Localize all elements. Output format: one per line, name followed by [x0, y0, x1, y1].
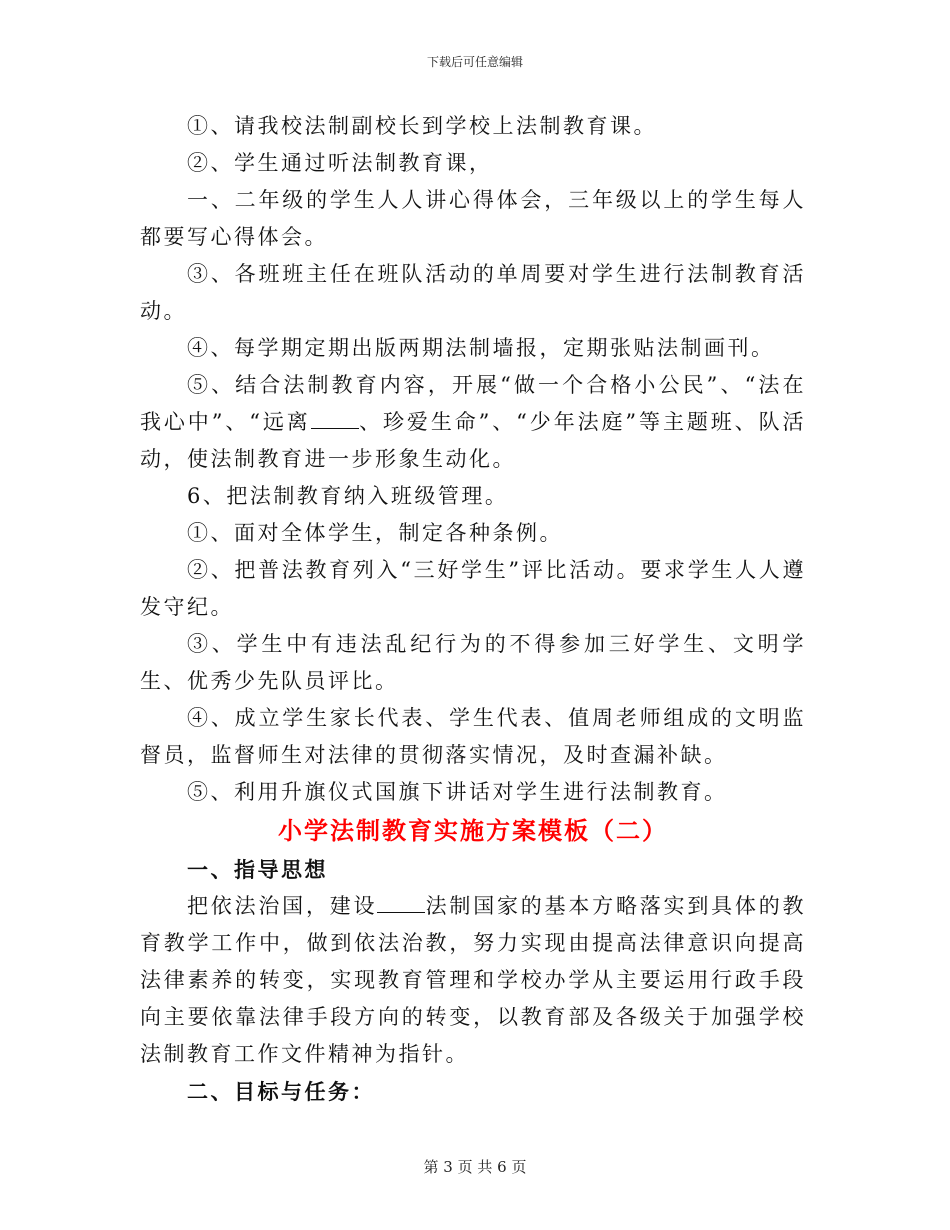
paragraph-item-2: ②、学生通过听法制教育课，	[187, 151, 493, 175]
paragraph-item-6: 6、把法制教育纳入班级管理。	[187, 484, 509, 508]
paragraph-subitem-2: ②、把普法教育列入“三好学生”评比活动。要求学生人人遵发守纪。	[140, 558, 806, 619]
paragraph-guiding-after: 法制国家的基本方略落实到具体的教育教学工作中，做到依法治教，努力实现由提高法律意识向提高法律素养的转变，实现教育管理和学校办学从主要运用行政手段向主要依靠法律手段方向的转变，以教育部及各级关于加强学校法制教育工作文件精神为指针。	[140, 894, 807, 1066]
section-title: 小学法制教育实施方案模板（二）	[278, 816, 668, 845]
fill-in-blank	[377, 894, 425, 913]
paragraph-item-1: ①、请我校法制副校长到学校上法制教育课。	[187, 114, 657, 138]
paragraph-item-5-before: ⑤、结合法制教育内容，开展“做一个合格小公民”、“法在我心中”、“远离	[140, 373, 806, 434]
paragraph-item-5	[140, 367, 806, 478]
paragraph-guiding-before: 把依法治国，建设	[187, 894, 378, 918]
page-header: 下载后可任意编辑	[426, 55, 523, 69]
page-footer: 第 3 页 共 6 页	[423, 1158, 527, 1176]
paragraph-item-5-after: 、珍爱生命”、“少年法庭”等主题班、队活动，使法制教育进一步形象生动化。	[140, 410, 806, 471]
document-body	[140, 108, 806, 1110]
paragraph-grades: 一、二年级的学生人人讲心得体会，三年级以上的学生每人都要写心得体会。	[140, 188, 806, 249]
paragraph-subitem-4: ④、成立学生家长代表、学生代表、值周老师组成的文明监督员，监督师生对法律的贯彻落实情况，及时查漏补缺。	[140, 706, 806, 767]
heading-guiding-ideology: 一、指导思想	[187, 857, 328, 882]
paragraph-item-3: ③、各班班主任在班队活动的单周要对学生进行法制教育活动。	[140, 262, 806, 323]
fill-in-blank	[311, 410, 359, 429]
paragraph-guiding	[140, 888, 806, 1073]
heading-goals-tasks: 二、目标与任务：	[187, 1079, 375, 1104]
paragraph-item-4: ④、每学期定期出版两期法制墙报，定期张贴法制画刊。	[187, 336, 775, 360]
paragraph-subitem-3: ③、学生中有违法乱纪行为的不得参加三好学生、文明学生、优秀少先队员评比。	[140, 632, 806, 693]
paragraph-subitem-5: ⑤、利用升旗仪式国旗下讲话对学生进行法制教育。	[187, 780, 728, 804]
paragraph-subitem-1: ①、面对全体学生，制定各种条例。	[187, 521, 563, 545]
